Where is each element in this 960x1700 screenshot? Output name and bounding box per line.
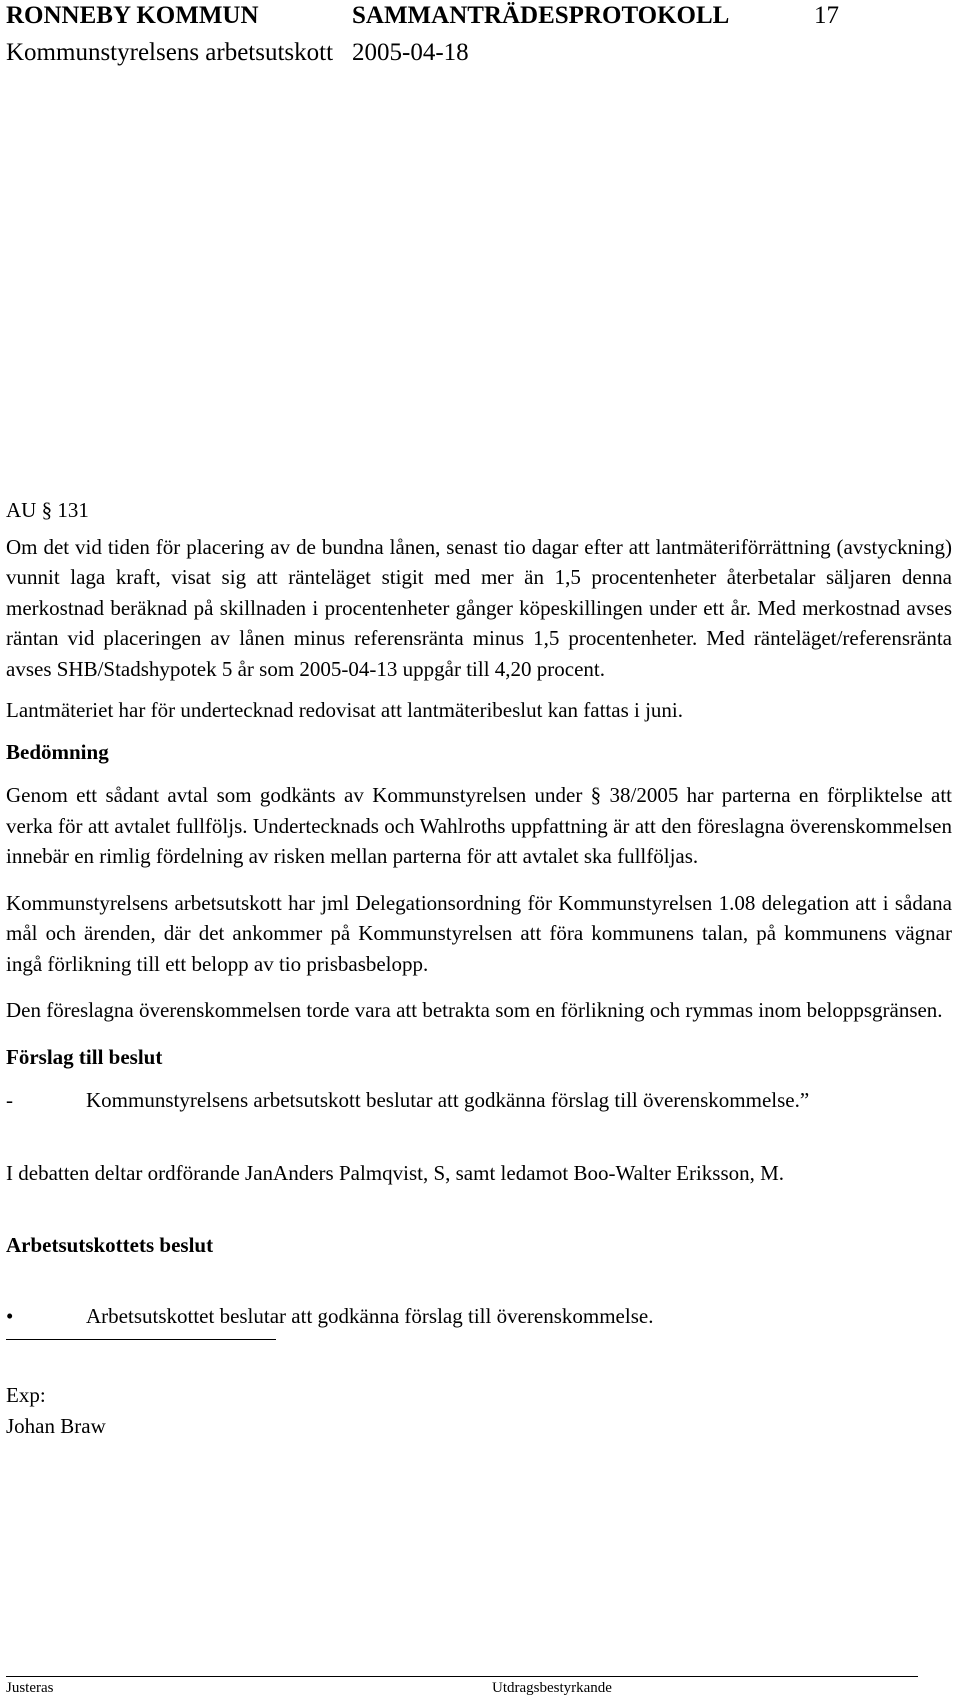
footer-utdragsbestyrkande: Utdragsbestyrkande xyxy=(492,1680,612,1696)
header-page-number: 17 xyxy=(814,2,839,29)
paragraph-assessment: Genom ett sådant avtal som godkänts av Kommunstyrelsen under § 38/2005 har parterna en förpliktelse att verka för att avtalet fullföljs. Undertecknads och Wahlroths uppfattning är att den föreslagna överenskommelsen innebär en rimlig fördelning av risken mellan parterna för att avtalet ska fullföljas. xyxy=(6,783,952,868)
paragraph-delegation: Kommunstyrelsens arbetsutskott har jml Delegationsordning för Kommunstyrelsen 1.08 delegation att i sådana mål och ärenden, där det ankommer på Kommunstyrelsen att föra kommunens talan, på kommunens vägnar ingå förlikning till ett belopp av tio prisbasbelopp. xyxy=(6,890,952,976)
heading-arbetsutskottets-beslut: Arbetsutskottets beslut xyxy=(6,1233,214,1257)
decision-text: Arbetsutskottet beslutar att godkänna förslag till överenskommelse. xyxy=(86,1303,654,1328)
bullet-marker: • xyxy=(6,1303,14,1328)
document-body xyxy=(6,495,952,1441)
decision-item xyxy=(6,1301,952,1332)
proposal-item xyxy=(6,1085,952,1116)
header-date: 2005-04-18 xyxy=(352,39,469,66)
paragraph-interest-terms: Om det vid tiden för placering av de bundna lånen, senast tio dagar efter att lantmäteriförrättning (avstyckning) vunnit laga kraft, visat sig att ränteläget stigit med mer än 1,5 procentenheter återbetalar säljaren denna merkostnad beräknad på skillnaden i procentenheter gånger köpeskillingen under ett år. Med merkostnad avses räntan vid placeringen av lånen minus referensränta minus 1,5 procentenheter. Med ränteläget/referensränta avses SHB/Stadshypotek 5 år som 2005-04-13 uppgår till 4,20 procent. xyxy=(6,534,952,681)
paragraph-settlement: Den föreslagna överenskommelsen torde vara att betrakta som en förlikning och rymmas inom beloppsgränsen. xyxy=(6,998,943,1022)
heading-bedomning: Bedömning xyxy=(6,739,109,764)
paragraph-survey-decision: Lantmäteriet har för undertecknad redovisat att lantmäteribeslut kan fattas i juni. xyxy=(6,698,683,722)
header-organization: RONNEBY KOMMUN xyxy=(6,2,259,29)
separator-line xyxy=(6,1339,276,1340)
header-title: SAMMANTRÄDESPROTOKOLL xyxy=(352,2,730,29)
distribution-recipient: Johan Braw xyxy=(6,1413,106,1438)
heading-forslag-till-beslut: Förslag till beslut xyxy=(6,1044,163,1069)
protocol-page xyxy=(6,0,952,1700)
paragraph-debate: I debatten deltar ordförande JanAnders Palmqvist, S, samt ledamot Boo-Walter Eriksson, M. xyxy=(6,1160,785,1185)
footer-rule xyxy=(6,1676,918,1677)
section-reference: AU § 131 xyxy=(6,498,89,522)
distribution-label: Exp: xyxy=(6,1383,46,1407)
dash-marker: - xyxy=(6,1088,13,1112)
footer-justeras: Justeras xyxy=(6,1680,54,1696)
proposal-text: Kommunstyrelsens arbetsutskott beslutar att godkänna förslag till överenskommelse.” xyxy=(86,1088,810,1112)
header-body-name: Kommunstyrelsens arbetsutskott xyxy=(6,39,334,66)
